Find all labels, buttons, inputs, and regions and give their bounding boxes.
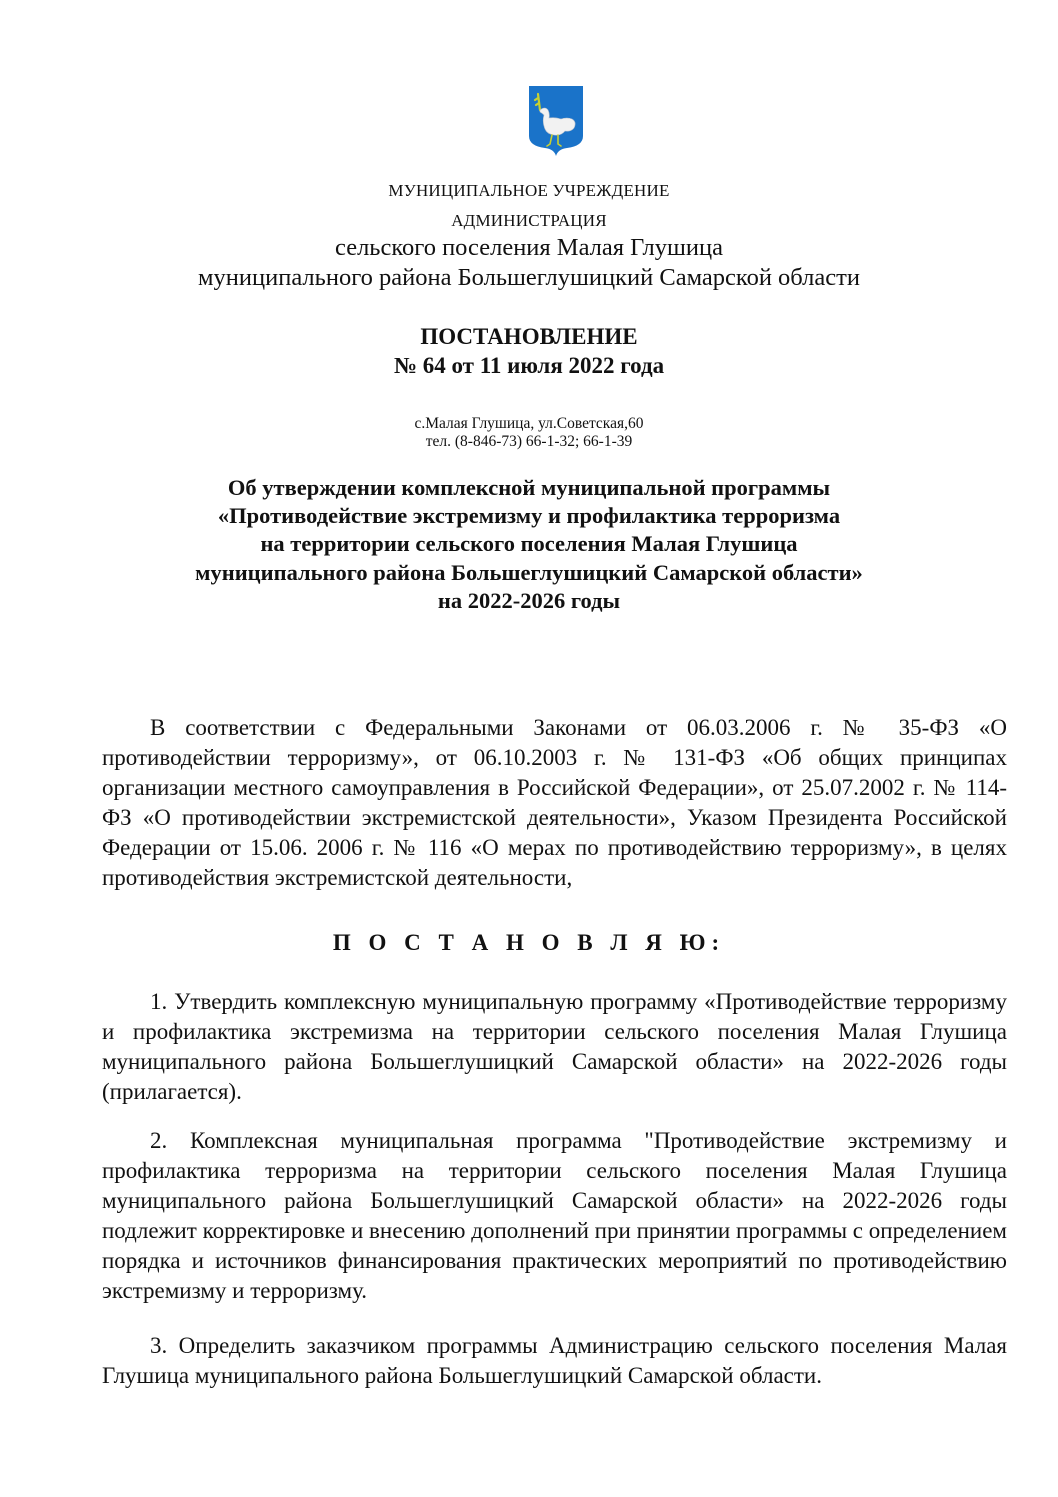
header-settlement: сельского поселения Малая Глушица: [335, 234, 723, 261]
subject-line: на 2022-2026 годы: [437, 588, 621, 613]
decree-item-1: 1. Утвердить комплексную муниципальную программу «Противодействие терроризму и профилактика экстремизма на территории сельского поселения Малая Глушица муниципального района Большеглушицкий Самарской области» на 2022-2026 годы (прилагается).: [102, 989, 1007, 1104]
decree-item-2: 2. Комплексная муниципальная программа "Противодействие экстремизму и профилактика терроризма на территории сельского поселения Малая Глушица муниципального района Большеглушицкий Самарской области» на 2022-2026 годы подлежит корректировке и внесению дополнений при принятии программы с определением порядка и источников финансирования практических мероприятий по противодействию экстремизму и терроризму.: [102, 1128, 1007, 1303]
document-type: ПОСТАНОВЛЕНИЕ: [420, 324, 638, 349]
subject-line: муниципального района Большеглушицкий Самарской области»: [195, 560, 863, 585]
document-address: с.Малая Глушица, ул.Советская,60: [414, 415, 644, 432]
header-administration: АДМИНИСТРАЦИЯ: [451, 211, 607, 230]
subject-line: на территории сельского поселения Малая Глушица: [260, 531, 798, 556]
decree-item-3: 3. Определить заказчиком программы Администрацию сельского поселения Малая Глушица муниципального района Большеглушицкий Самарской области.: [102, 1333, 1007, 1388]
subject-line: «Противодействие экстремизму и профилактика терроризма: [217, 503, 841, 528]
document-number-date: № 64 от 11 июля 2022 года: [393, 353, 665, 378]
decree-heading: П О С Т А Н О В Л Я Ю:: [332, 930, 726, 955]
document-phone: тел. (8-846-73) 66-1-32; 66-1-39: [425, 433, 633, 450]
subject-line: Об утверждении комплексной муниципальной программы: [227, 475, 831, 500]
header-institution: МУНИЦИПАЛЬНОЕ УЧРЕЖДЕНИЕ: [388, 181, 670, 200]
preamble-paragraph: В соответствии с Федеральными Законами от 06.03.2006 г. № 35-ФЗ «О противодействии терроризму», от 06.10.2003 г. № 131-ФЗ «Об общих принципах организации местного самоуправления в Российской Федерации», от 25.07.2002 г. № 114-ФЗ «О противодействии экстремистской деятельности», Указом Президента Российской Федерации от 15.06. 2006 г. № 116 «О мерах по противодействию терроризму», в целях противодействия экстремистской деятельности,: [102, 715, 1007, 890]
header-district: муниципального района Большеглушицкий Самарской области: [198, 264, 860, 291]
coat-of-arms-emblem: [527, 84, 585, 158]
